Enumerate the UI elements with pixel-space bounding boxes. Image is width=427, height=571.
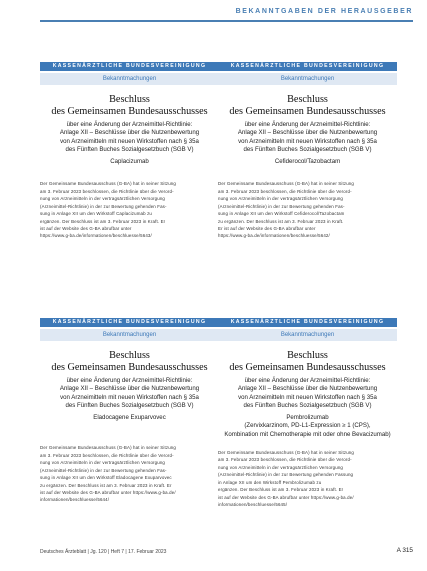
subtitle-line: Anlage XII – Beschlüsse über die Nutzenbewertung xyxy=(59,385,200,393)
body-line: informationen/beschluesse/5645/ xyxy=(218,501,288,507)
title-line: des Gemeinsamen Bundesausschusses xyxy=(229,106,386,117)
subtitle-line: Anlage XII – Beschlüsse über die Nutzenbewertung xyxy=(59,129,200,137)
body-line: ist auf der Website des G-BA abrufbar unter xyxy=(40,225,132,231)
announcement-card xyxy=(218,318,397,508)
substance-line: Eladocagene Exuparvovec xyxy=(93,414,166,422)
org-banner: KASSENÄRZTLICHE BUNDESVEREINIGUNG xyxy=(40,62,219,71)
title-line: des Gemeinsamen Bundesausschusses xyxy=(229,362,386,373)
body-text xyxy=(40,180,219,239)
substance-name xyxy=(40,414,219,422)
subtitle-line: von Arzneimitteln mit neuen Wirkstoffen nach § 35a xyxy=(60,137,199,145)
substance-name xyxy=(218,158,397,166)
announcement-card xyxy=(40,62,219,240)
title-line: des Gemeinsamen Bundesausschusses xyxy=(51,362,208,373)
body-line: ist auf der Website des G-BA abrufbar unter https://www.g-ba.de/ xyxy=(40,489,176,495)
announcement-title xyxy=(40,350,219,374)
announcement-title xyxy=(40,94,219,118)
body-line: informationen/beschluesse/5644/ xyxy=(40,497,110,503)
body-line: am 3. Februar 2023 beschlossen, die Richtlinie über die Verord- xyxy=(40,452,174,458)
subtitle-line: von Arzneimitteln mit neuen Wirkstoffen nach § 35a xyxy=(238,137,377,145)
page-footer xyxy=(40,546,413,558)
journal-citation: Deutsches Ärzteblatt | Jg. 120 | Heft 7 | 17. Februar 2023 xyxy=(40,549,167,555)
body-line: am 3. Februar 2023 beschlossen, die Richtlinie über die Verord- xyxy=(218,457,352,463)
body-line: (Arzneimittel-Richtlinie) in der zur Bewertung gehenden Fas- xyxy=(218,203,345,209)
subtitle-line: über eine Änderung der Arzneimittel-Richtlinie: xyxy=(66,121,193,128)
body-line: (Arzneimittel-Richtlinie) in der zur Bewertung gehenden Fassung xyxy=(218,472,354,478)
header-rule xyxy=(40,20,413,22)
subtitle-line: des Fünften Buches Sozialgesetzbuch (SGB V) xyxy=(243,401,372,409)
body-line: sung in Anlage XII um den Wirkstoff Eladocagene Exuparvovec xyxy=(40,475,172,481)
body-line: Der Gemeinsame Bundesausschuss (G-BA) hat in seiner Sitzung xyxy=(218,181,354,187)
org-banner: KASSENÄRZTLICHE BUNDESVEREINIGUNG xyxy=(218,62,397,71)
body-line: nung von Arzneimitteln in der vertragsärztlichen Versorgung xyxy=(218,464,344,470)
subtitle-line: des Fünften Buches Sozialgesetzbuch (SGB V) xyxy=(243,145,372,153)
subtitle-line: von Arzneimitteln mit neuen Wirkstoffen nach § 35a xyxy=(60,393,199,401)
announcement-subtitle xyxy=(218,377,397,410)
subtitle-line: Anlage XII – Beschlüsse über die Nutzenbewertung xyxy=(237,385,378,393)
subtitle-line: von Arzneimitteln mit neuen Wirkstoffen nach § 35a xyxy=(238,393,377,401)
subhead-label: Bekanntmachungen xyxy=(218,73,397,85)
subtitle-line: über eine Änderung der Arzneimittel-Richtlinie: xyxy=(244,377,371,384)
announcement-title xyxy=(218,350,397,374)
org-banner: KASSENÄRZTLICHE BUNDESVEREINIGUNG xyxy=(40,318,219,327)
page-number: A 315 xyxy=(396,547,413,554)
substance-line: (Zervixkarzinom, PD-L1-Expression ≥ 1 (CPS), xyxy=(244,422,371,430)
body-line: zu ergänzen. Der Beschluss ist am 3. Februar 2023 in Kraft. Er xyxy=(40,482,172,488)
body-line: https://www.g-ba.de/informationen/beschluesse/5642/ xyxy=(218,233,330,239)
announcement-card xyxy=(218,62,397,240)
body-line: ergänzen. Der Beschluss ist am 3. Februar 2023 in Kraft. Er xyxy=(40,218,166,224)
body-line: (Arzneimittel-Richtlinie) in der zur Bewertung gehenden Fas- xyxy=(40,203,167,209)
subtitle-line: des Fünften Buches Sozialgesetzbuch (SGB V) xyxy=(65,145,194,153)
subtitle-line: Anlage XII – Beschlüsse über die Nutzenbewertung xyxy=(237,129,378,137)
org-banner: KASSENÄRZTLICHE BUNDESVEREINIGUNG xyxy=(218,318,397,327)
body-line: Der Gemeinsame Bundesausschuss (G-BA) hat in seiner Sitzung xyxy=(218,450,354,456)
body-line: ist auf der Website des G-BA abrufbar unter https://www.g-ba.de/ xyxy=(218,494,354,500)
announcement-subtitle xyxy=(40,377,219,410)
page-header xyxy=(0,0,427,28)
subhead-label: Bekanntmachungen xyxy=(218,329,397,341)
subhead-label: Bekanntmachungen xyxy=(40,329,219,341)
title-line: Beschluss xyxy=(109,350,150,361)
body-line: sung in Anlage XII um den Wirkstoff Caplacizumab zu xyxy=(40,211,153,217)
section-title: BEKANNTGABEN DER HERAUSGEBER xyxy=(235,8,413,15)
title-line: Beschluss xyxy=(109,94,150,105)
announcement-title xyxy=(218,94,397,118)
body-text xyxy=(218,180,397,239)
substance-line: Cefiderocol/Tazobactam xyxy=(274,158,341,166)
announcement-subtitle xyxy=(40,121,219,154)
announcement-card xyxy=(40,318,219,504)
announcement-subtitle xyxy=(218,121,397,154)
body-line: (Arzneimittel-Richtlinie) in der zur Bewertung gehenden Fas- xyxy=(40,467,167,473)
body-line: zu ergänzen. Der Beschluss ist am 3. Februar 2023 in Kraft. xyxy=(218,218,344,224)
title-line: des Gemeinsamen Bundesausschusses xyxy=(51,106,208,117)
body-text xyxy=(40,444,219,503)
body-line: nung von Arzneimitteln in der vertragsärztlichen Versorgung xyxy=(40,460,166,466)
title-line: Beschluss xyxy=(287,350,328,361)
body-line: nung von Arzneimitteln in der vertragsärztlichen Versorgung xyxy=(218,196,344,202)
substance-name xyxy=(40,158,219,166)
subtitle-line: über eine Änderung der Arzneimittel-Richtlinie: xyxy=(66,377,193,384)
body-line: https://www.g-ba.de/informationen/beschluesse/5643/ xyxy=(40,233,152,239)
body-text xyxy=(218,449,397,508)
body-line: am 3. Februar 2023 beschlossen, die Richtlinie über die Verord- xyxy=(40,188,174,194)
body-line: nung von Arzneimitteln in der vertragsärztlichen Versorgung xyxy=(40,196,166,202)
substance-name xyxy=(218,414,397,439)
body-line: in Anlage XII um den Wirkstoff Pembrolizumab zu xyxy=(218,479,322,485)
body-line: ergänzen. Der Beschluss ist am 3. Februar 2023 in Kraft. Er xyxy=(218,487,344,493)
body-line: Der Gemeinsame Bundesausschuss (G-BA) hat in seiner Sitzung xyxy=(40,445,176,451)
body-line: Er ist auf der Website des G-BA abrufbar unter xyxy=(218,225,316,231)
body-line: Der Gemeinsame Bundesausschuss (G-BA) hat in seiner Sitzung xyxy=(40,181,176,187)
substance-line: Kombination mit Chemotherapie mit oder ohne Bevacizumab) xyxy=(224,430,391,438)
substance-line: Caplacizumab xyxy=(110,158,149,166)
title-line: Beschluss xyxy=(287,94,328,105)
subtitle-line: über eine Änderung der Arzneimittel-Richtlinie: xyxy=(244,121,371,128)
body-line: sung in Anlage XII um den Wirkstoff Cefiderocol/Tazobactam xyxy=(218,211,345,217)
subtitle-line: des Fünften Buches Sozialgesetzbuch (SGB V) xyxy=(65,401,194,409)
subhead-label: Bekanntmachungen xyxy=(40,73,219,85)
body-line: am 3. Februar 2023 beschlossen, die Richtlinie über die Verord- xyxy=(218,188,352,194)
substance-line: Pembrolizumab xyxy=(286,414,329,422)
